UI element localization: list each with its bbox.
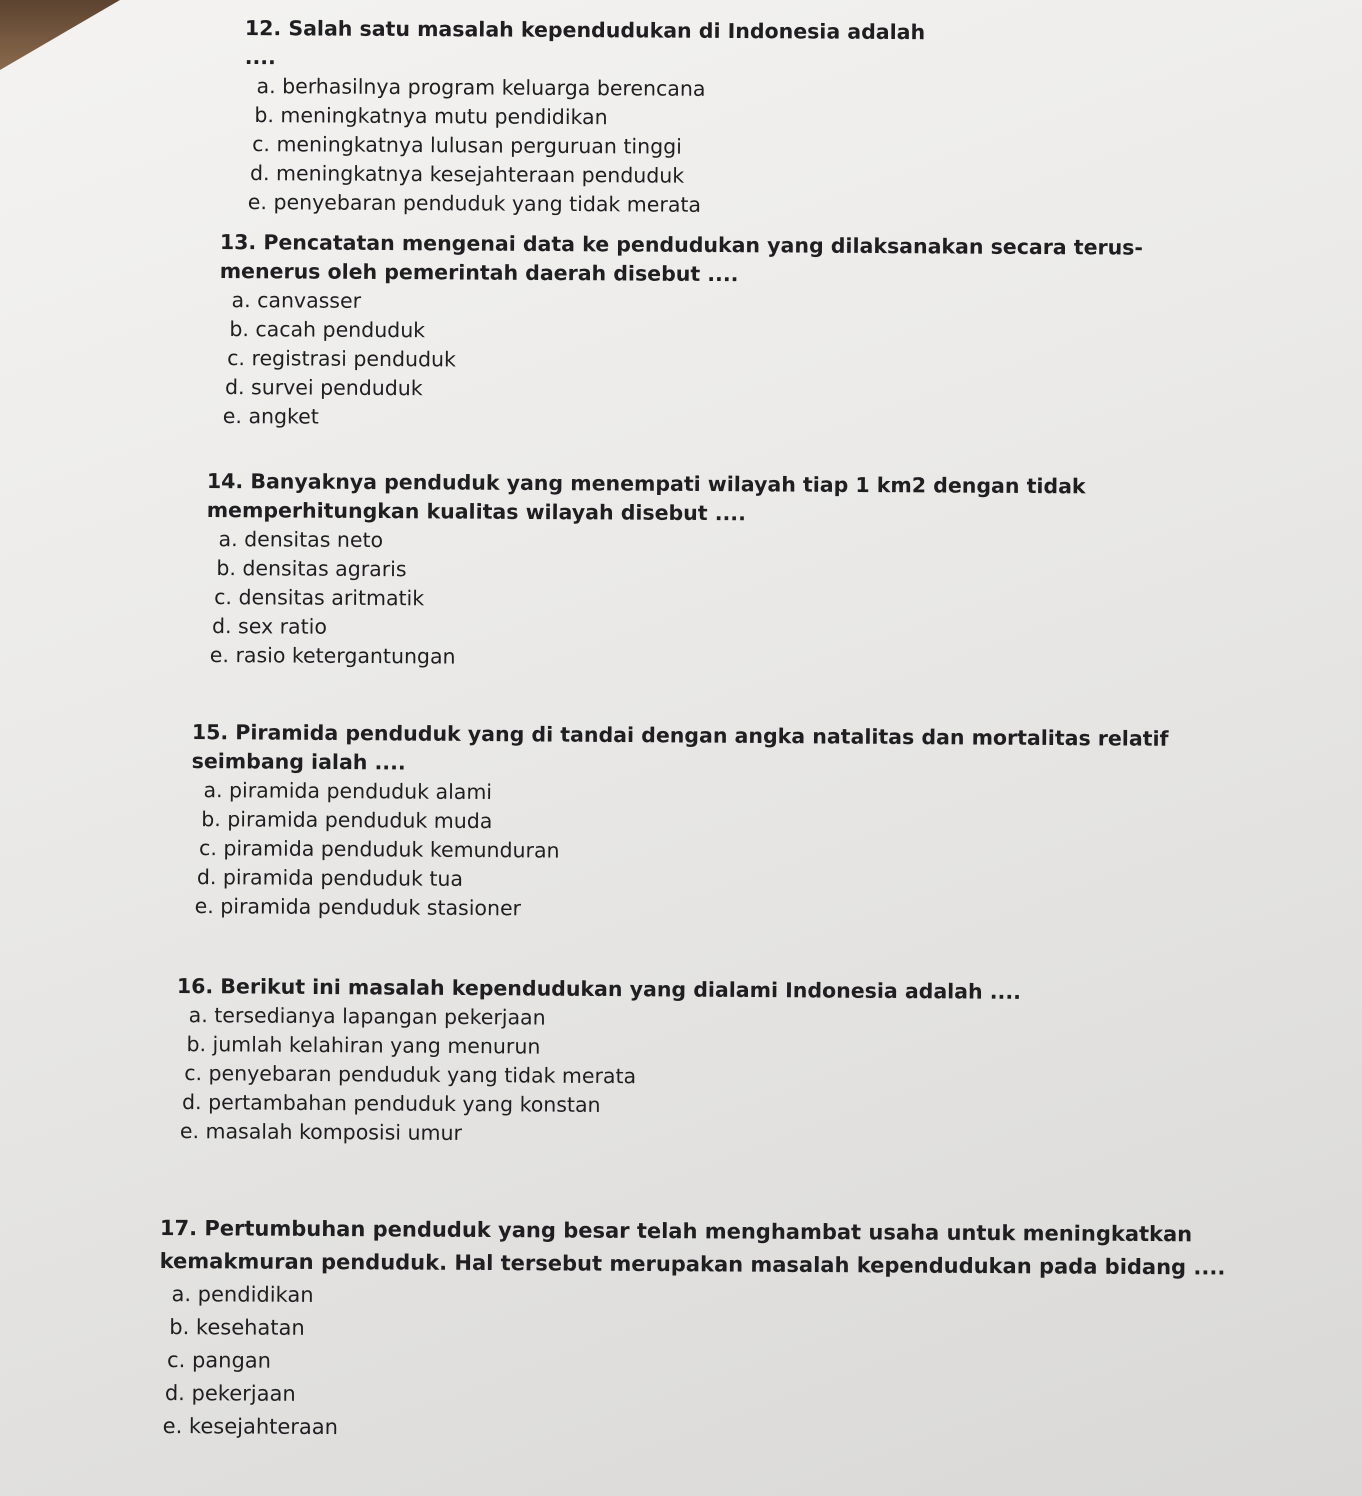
answer-option: e. angket	[222, 404, 319, 429]
answer-option: d. pertambahan penduduk yang konstan	[182, 1090, 601, 1117]
answer-option: c. registrasi penduduk	[227, 346, 456, 372]
answer-option: a. piramida penduduk alami	[203, 778, 493, 805]
question-16	[176, 972, 1021, 1152]
question-15	[191, 718, 1242, 928]
answer-option: a. berhasilnya program keluarga berencana	[256, 74, 706, 101]
question-text: 13. Pencatatan mengenai data ke pendudukan yang dilaksanakan secara terus-menerus oleh pemerintah daerah disebut ....	[219, 229, 1144, 287]
question-14	[206, 467, 1197, 676]
answer-option: d. meningkatnya kesejahteraan penduduk	[249, 161, 685, 188]
answer-option: d. piramida penduduk tua	[196, 865, 464, 891]
answer-option: d. pekerjaan	[164, 1381, 296, 1406]
answer-option: e. piramida penduduk stasioner	[194, 894, 522, 921]
answer-option: b. piramida penduduk muda	[201, 807, 493, 834]
answer-option: e. kesejahteraan	[162, 1414, 339, 1440]
question-12	[244, 14, 945, 221]
answer-option: a. tersedianya lapangan pekerjaan	[188, 1003, 546, 1030]
answer-option: c. pangan	[167, 1348, 272, 1373]
answer-option: d. sex ratio	[211, 614, 328, 639]
answer-option: b. jumlah kelahiran yang menurun	[186, 1032, 541, 1059]
answer-option: c. penyebaran penduduk yang tidak merata	[184, 1061, 637, 1089]
question-text: 14. Banyaknya penduduk yang menempati wilayah tiap 1 km2 dengan tidak memperhitungkan kualitas wilayah disebut ....	[206, 468, 1086, 526]
answer-option: b. densitas agraris	[216, 556, 407, 582]
answer-option: e. masalah komposisi umur	[179, 1119, 463, 1145]
answer-option: a. canvasser	[231, 288, 362, 313]
answer-option: b. meningkatnya mutu pendidikan	[254, 103, 608, 130]
question-text: 12. Salah satu masalah kependudukan di Indonesia adalah ....	[244, 15, 926, 70]
answer-option: c. densitas aritmatik	[214, 585, 425, 611]
answer-option: b. cacah penduduk	[229, 317, 426, 343]
answer-option: e. penyebaran penduduk yang tidak merata	[247, 190, 702, 217]
answer-option: a. densitas neto	[218, 527, 384, 553]
question-text: 15. Piramida penduduk yang di tandai dengan angka natalitas dan mortalitas relatif seimbang ialah ....	[191, 719, 1169, 775]
question-17	[159, 1212, 1280, 1450]
question-13	[219, 228, 1180, 437]
answer-option: a. pendidikan	[171, 1282, 314, 1307]
question-text: 17. Pertumbuhan penduduk yang besar telah menghambat usaha untuk meningkatkan kemakmuran penduduk. Hal tersebut merupakan masalah kependudukan pada bidang ....	[159, 1215, 1226, 1280]
answer-option: c. meningkatnya lulusan perguruan tinggi	[252, 132, 682, 159]
answer-option: b. kesehatan	[169, 1315, 305, 1340]
answer-option: e. rasio ketergantungan	[209, 643, 456, 669]
answer-option: d. survei penduduk	[224, 375, 423, 401]
question-text: 16. Berikut ini masalah kependudukan yang dialami Indonesia adalah ....	[176, 973, 1022, 1004]
answer-option: c. piramida penduduk kemunduran	[199, 836, 560, 863]
